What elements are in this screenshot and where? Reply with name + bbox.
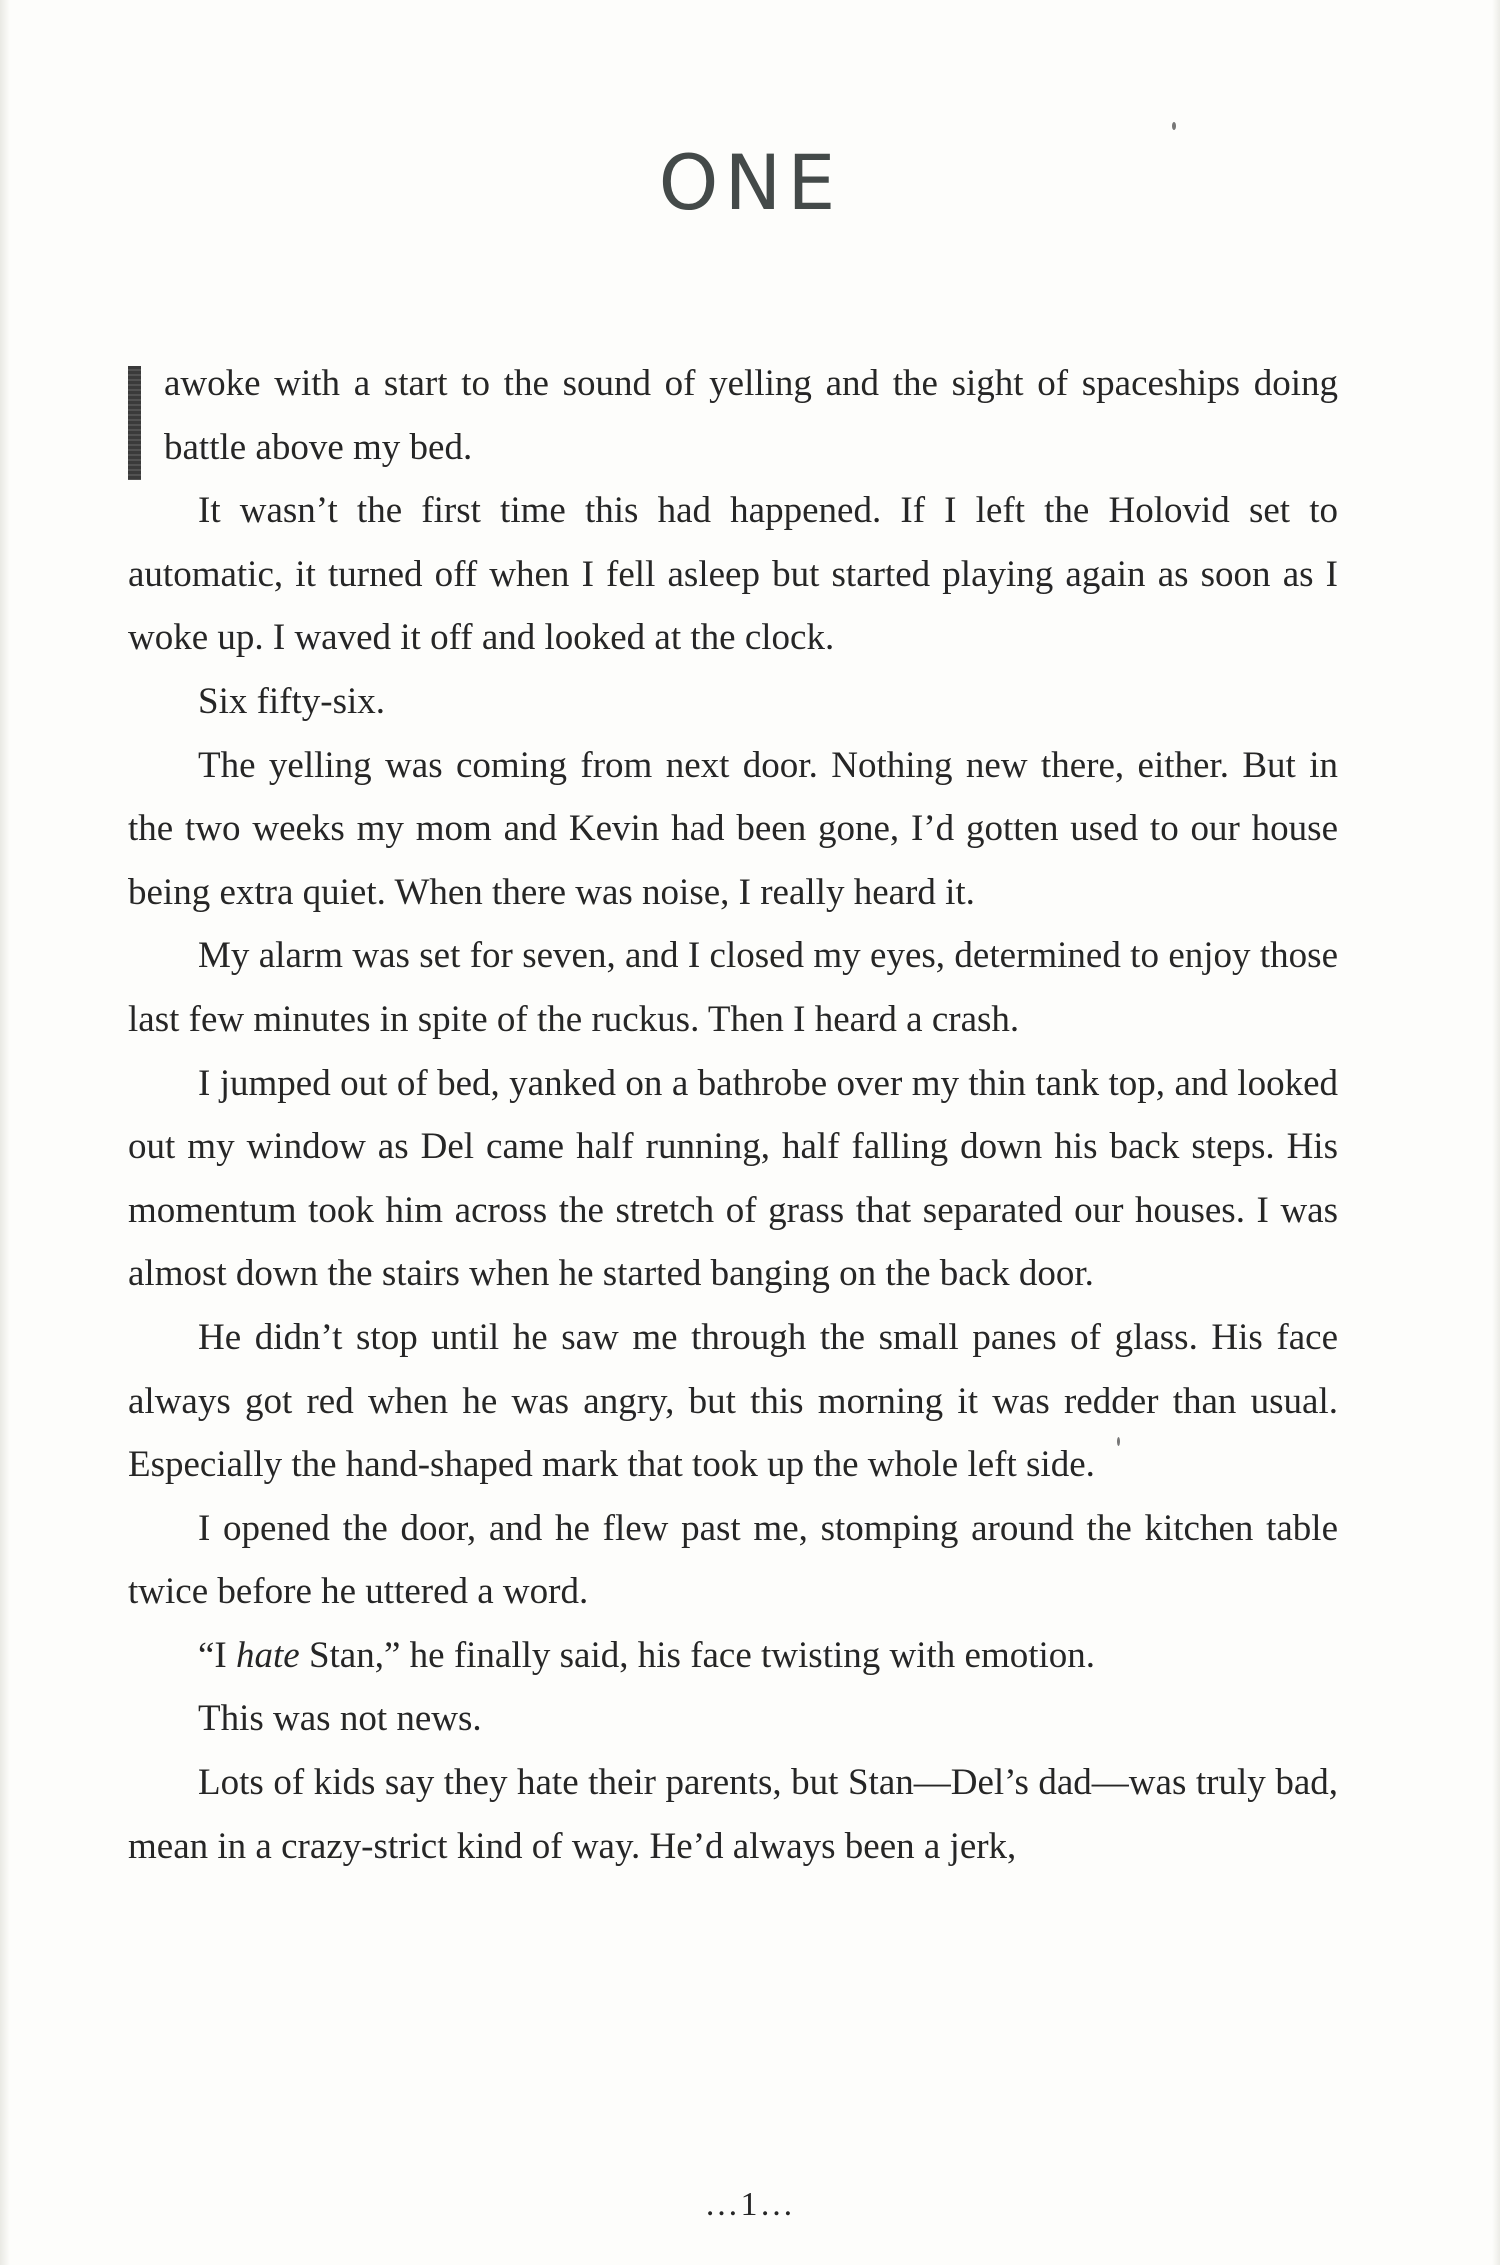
drop-cap-i [128,366,141,480]
paragraph-6: I jumped out of bed, yanked on a bathrobe over my thin tank top, and looked out my window as Del came half running, half falling down his back steps. His momentum took him across the stretch of grass that separated our houses. I was almost down the stairs when he started banging on the back door. [128,1062,1338,1295]
paragraph-text: awoke with a start to the sound of yelling and the sight of spaceships doing battle above my bed. [164,363,1338,468]
dialogue-open: “I [198,1634,236,1676]
paragraph-7: He didn’t stop until he saw me through the small panes of glass. His face always got red when he was angry, but this morning it was redder than usual. Especially the hand-shaped mark that took up the whole left side. [128,1316,1338,1486]
scan-shadow-right [1492,0,1500,2265]
dialogue-rest: Stan,” he finally said, his face twisting with emotion. [299,1634,1096,1676]
paragraph-11: Lots of kids say they hate their parents, but Stan—Del’s dad—was truly bad, mean in a crazy-strict kind of way. He’d always been a jerk, [128,1762,1338,1867]
emphasis-word: hate [236,1634,300,1676]
chapter-body [128,352,1338,1878]
paragraph-10: This was not news. [198,1698,482,1740]
paragraph-4: The yelling was coming from next door. Nothing new there, either. But in the two weeks my mom and Kevin had been gone, I’d gotten used to our house being extra quiet. When there was noise, I really heard it. [128,744,1338,913]
paragraph-8: I opened the door, and he flew past me, stomping around the kitchen table twice before he uttered a word. [128,1507,1338,1613]
paragraph-1 [128,352,1338,479]
page-number: …1… [704,2186,796,2223]
chapter-title: ONE [658,138,842,227]
paragraph-3: Six fifty-six. [198,680,386,722]
paragraph-9 [128,1624,1338,1688]
paragraph-2: It wasn’t the first time this had happened. If I left the Holovid set to automatic, it turned off when I fell asleep but started playing again as soon as I woke up. I waved it off and looked at the clock. [128,490,1338,659]
paragraph-5: My alarm was set for seven, and I closed my eyes, determined to enjoy those last few minutes in spite of the ruckus. Then I heard a crash. [128,935,1338,1040]
scan-shadow-left [0,0,10,2265]
scan-speck [1172,122,1176,130]
